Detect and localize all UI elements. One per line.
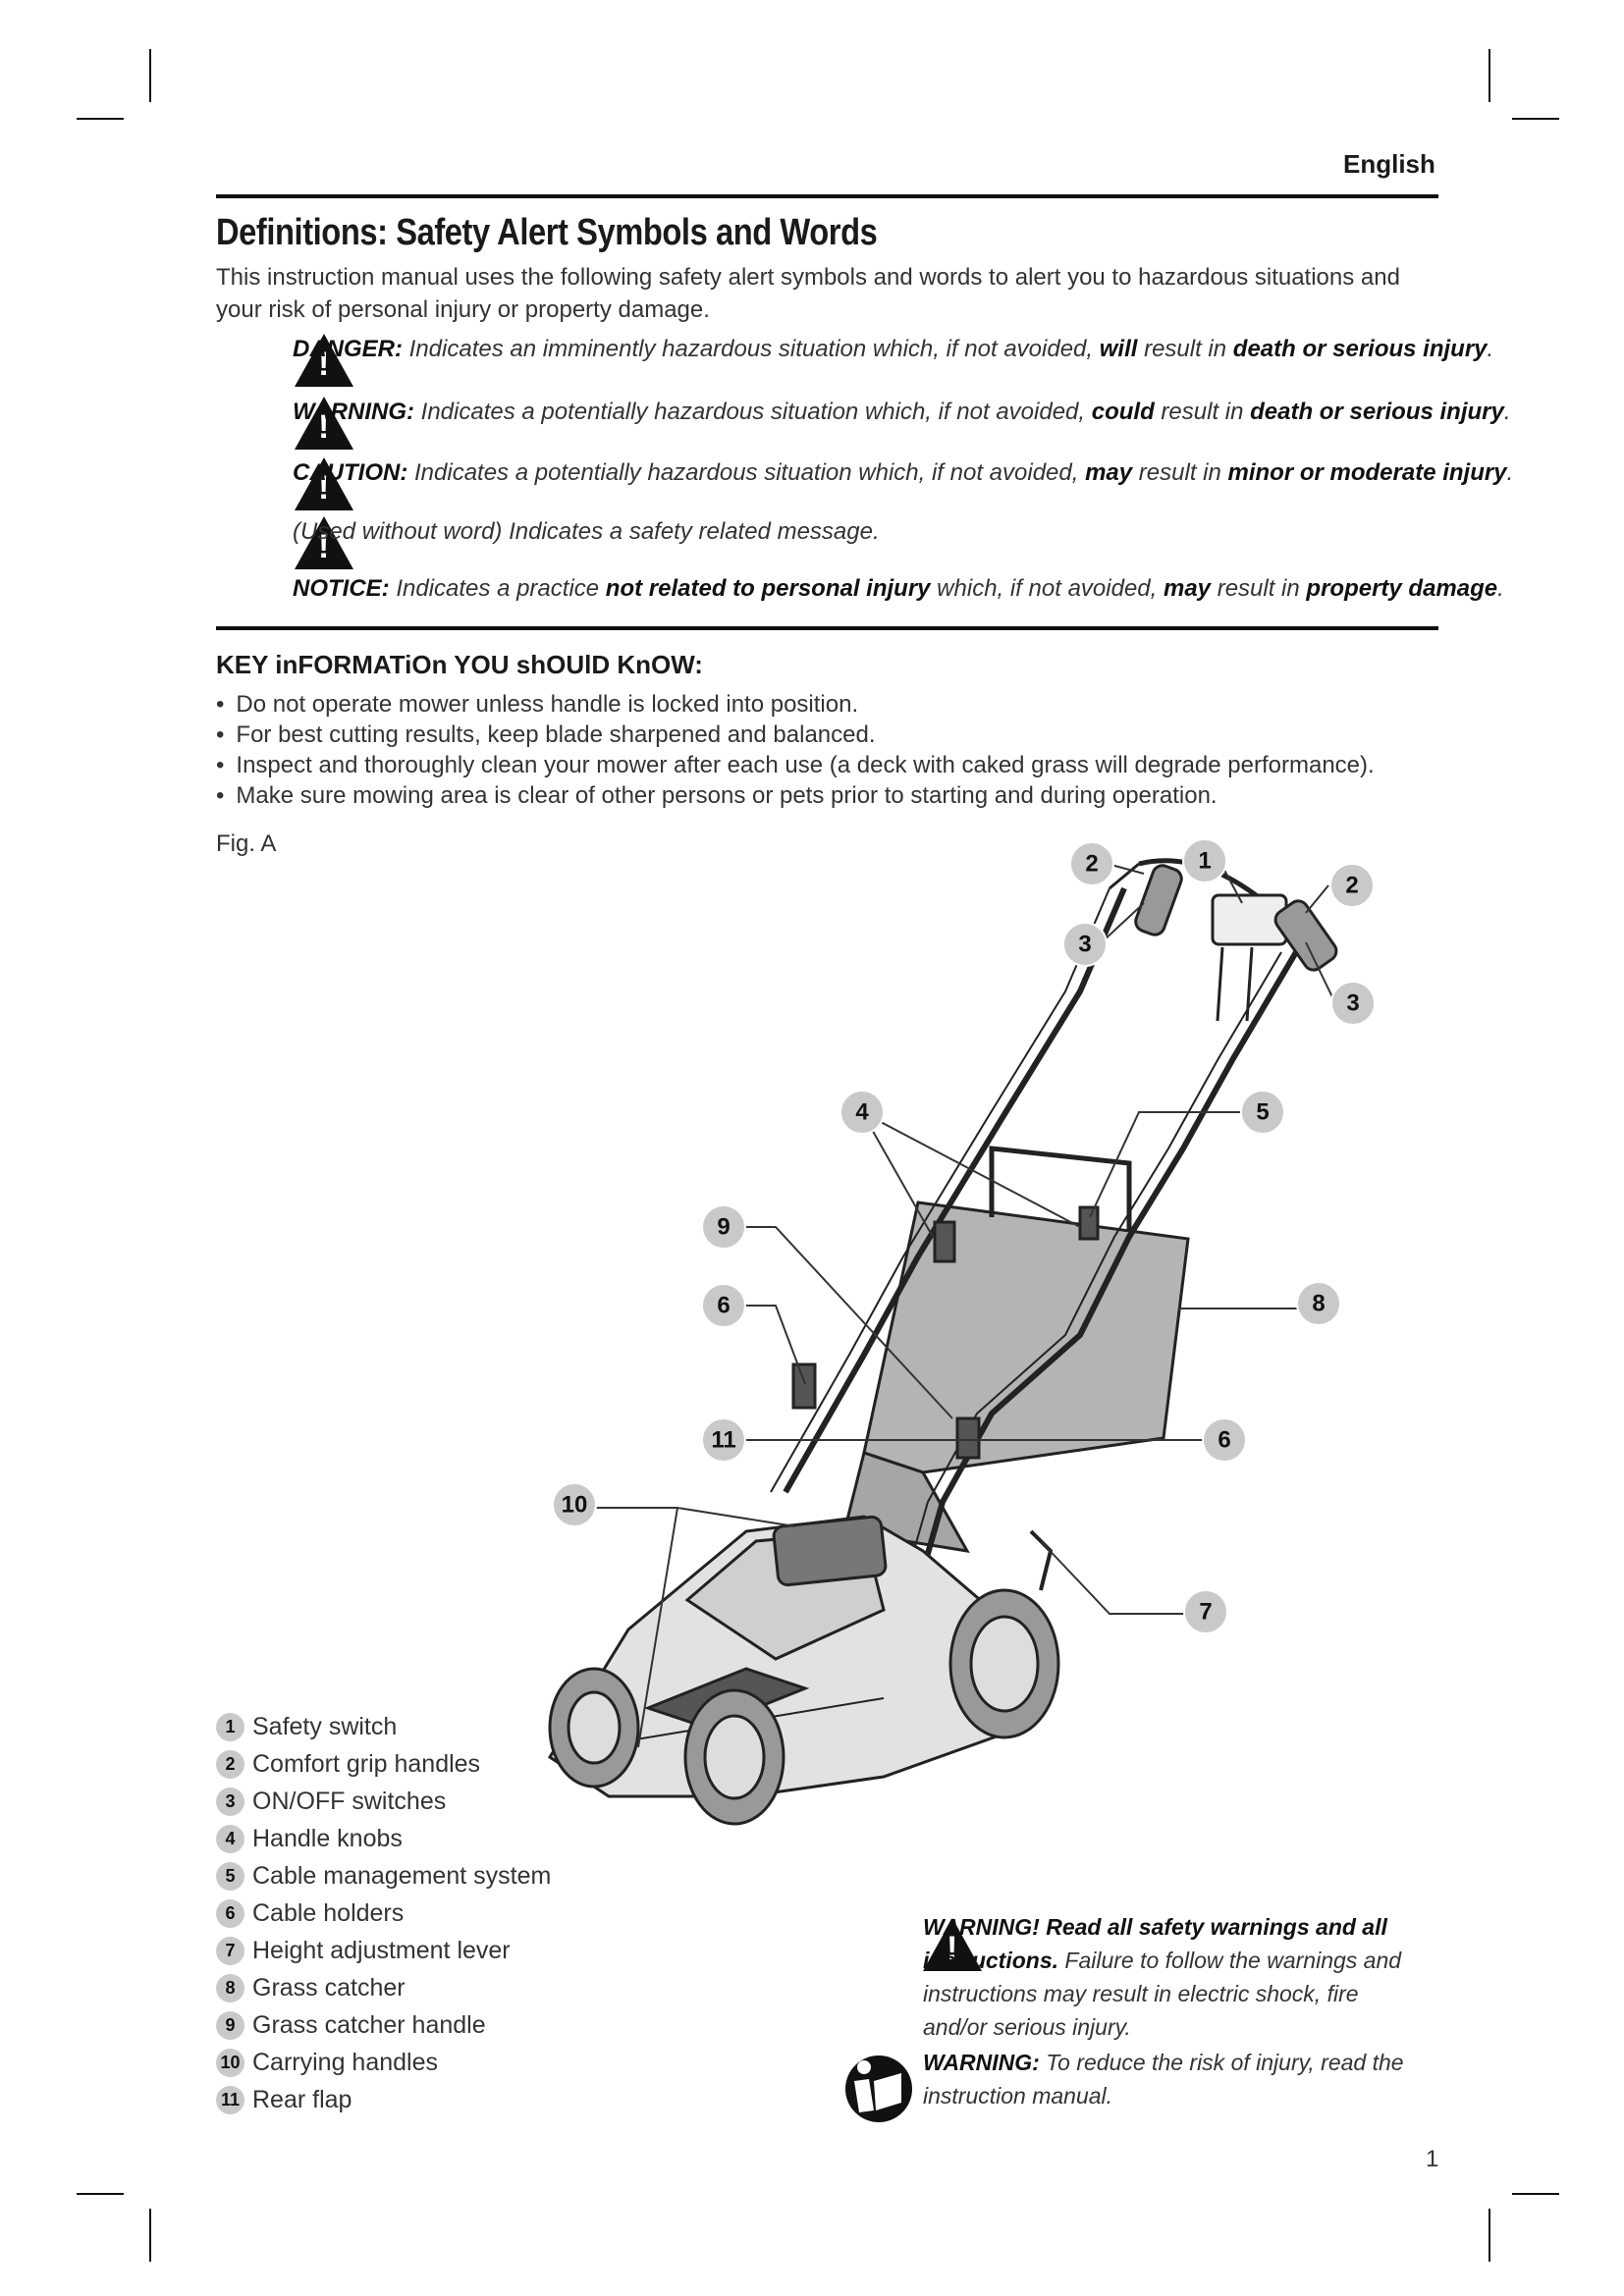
legend-item: 9 Grass catcher handle (216, 2006, 551, 2044)
legend-item: 10 Carrying handles (216, 2044, 551, 2081)
svg-text:6: 6 (717, 1292, 731, 1319)
legend-item: 1 Safety switch (216, 1708, 551, 1745)
definition-notice: NOTICE: Indicates a practice not related to personal injury which, if not avoided, may result in property damage. (293, 575, 1504, 602)
list-item: • Inspect and thoroughly clean your mower after each use (a deck with caked grass will degrade performance). (216, 750, 1375, 780)
svg-text:2: 2 (1345, 872, 1359, 899)
read-warnings-notice: WARNING! Read all safety warnings and all instructions. Failure to follow the warnings and instructions may result in electric shock, fire and/or serious injury. (923, 1914, 1402, 2040)
svg-text:7: 7 (1199, 1598, 1213, 1626)
svg-text:2: 2 (1085, 850, 1099, 878)
list-item: • Make sure mowing area is clear of other persons or pets prior to starting and during operation. (216, 780, 1375, 811)
svg-text:9: 9 (717, 1213, 731, 1241)
key-info-heading: KEY inFORMATiOn YOU shOUlD KnOW: (216, 650, 703, 679)
definition-symbol-only: (Used without word) Indicates a safety related message. (293, 518, 880, 545)
legend-item: 2 Comfort grip handles (216, 1745, 551, 1783)
language-label: English (1343, 149, 1435, 179)
legend-item: 4 Handle knobs (216, 1820, 551, 1857)
definition-caution: CAUTION: Indicates a potentially hazardous situation which, if not avoided, may result in minor or moderate injury. (293, 459, 1514, 486)
svg-text:10: 10 (561, 1491, 588, 1519)
list-item: • For best cutting results, keep blade sharpened and balanced. (216, 720, 1375, 750)
definition-danger: DANGER: Indicates an imminently hazardous situation which, if not avoided, will result in death or serious injury. (293, 336, 1494, 362)
legend-item: 8 Grass catcher (216, 1969, 551, 2006)
figure-label: Fig. A (216, 830, 277, 857)
legend-item: 3 ON/OFF switches (216, 1783, 551, 1820)
svg-text:3: 3 (1346, 989, 1360, 1017)
page-number: 1 (1426, 2146, 1439, 2172)
svg-text:3: 3 (1078, 931, 1092, 958)
definition-warning: WARNING: Indicates a potentially hazardous situation which, if not avoided, could result in death or serious injury. (293, 399, 1511, 425)
svg-text:11: 11 (711, 1426, 736, 1454)
read-manual-warning: WARNING: To reduce the risk of injury, read the instruction manual. (923, 2050, 1404, 2109)
legend-item: 6 Cable holders (216, 1895, 551, 1932)
legend-item: 5 Cable management system (216, 1857, 551, 1895)
svg-text:5: 5 (1256, 1098, 1270, 1126)
svg-text:4: 4 (855, 1098, 869, 1126)
list-item: • Do not operate mower unless handle is locked into position. (216, 689, 1375, 720)
intro-paragraph: This instruction manual uses the following safety alert symbols and words to alert you to hazardous situations and your risk of personal injury or property damage. (216, 264, 1400, 323)
legend-item: 7 Height adjustment lever (216, 1932, 551, 1969)
svg-text:6: 6 (1218, 1426, 1231, 1454)
legend-item: 11 Rear flap (216, 2081, 551, 2118)
page-title: Definitions: Safety Alert Symbols and Words (216, 212, 878, 253)
svg-text:8: 8 (1312, 1290, 1326, 1317)
svg-text:1: 1 (1198, 847, 1212, 875)
